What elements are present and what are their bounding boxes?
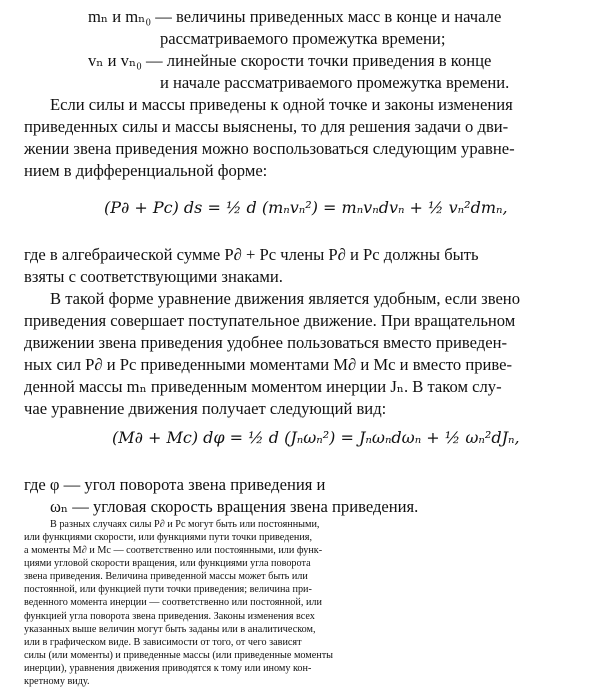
paragraph-4-line-10: или в графическом виде. В зависимости от того, от чего зависят: [24, 636, 302, 648]
paragraph-4-line-12: инерции), уравнения движения приводятся к тому или иному кон-: [24, 662, 312, 674]
definition-m-line1: mₙ и mₙ₀ — величины приведенных масс в конце и начале: [88, 7, 502, 26]
paragraph-2-line-2: взяты с соответствующими знаками.: [24, 267, 283, 286]
paragraph-3-line-1: В такой форме уравнение движения является удобным, если звено: [50, 289, 520, 308]
paragraph-4-line-2: или функциями скорости, или функциями пути точки приведения,: [24, 532, 313, 544]
paragraph-4-line-1: В разных случаях силы P∂ и Pc могут быть или постоянными,: [50, 519, 320, 530]
definition-v-line1: vₙ и vₙ₀ — линейные скорости точки приведения в конце: [88, 51, 492, 70]
paragraph-4-line-11: силы (или моменты) и приведенные массы (или приведенные моменты: [24, 649, 334, 661]
definition-v-line2: и начале рассматриваемого промежутка времени.: [160, 73, 510, 92]
paragraph-4-line-4: циями угловой скорости вращения, или функциями угла поворота: [24, 558, 311, 570]
paragraph-1-line-4: нием в дифференциальной форме:: [24, 161, 268, 180]
paragraph-2-line-1: где в алгебраической сумме P∂ + Pc члены P∂ и Pc должны быть: [24, 245, 479, 264]
paragraph-4-line-7: веденного момента инерции — соответственно или постоянной, или: [24, 597, 322, 609]
paragraph-3-line-5: денной массы mₙ приведенным моментом инерции Jₙ. В таком слу-: [24, 377, 502, 396]
paragraph-4-line-6: постоянной, или функцией пути точки приведения; величина при-: [24, 584, 312, 596]
paragraph-4-line-5: звена приведения. Величина приведенной массы может быть или: [24, 571, 308, 583]
equation-1: (P∂ + Pc) ds = ½ d (mₙvₙ²) = mₙvₙdvₙ + ½ vₙ²dmₙ,: [104, 198, 508, 217]
paragraph-4-line-9: указанных выше величин могут быть заданы или в аналитическом,: [24, 623, 316, 635]
definition-omega: ωₙ — угловая скорость вращения звена приведения.: [50, 497, 419, 516]
paragraph-1-line-3: жении звена приведения можно воспользоваться следующим уравне-: [24, 139, 515, 158]
definition-m-line2: рассматриваемого промежутка времени;: [160, 29, 446, 48]
paragraph-3-line-2: приведения совершает поступательное движение. При вращательном: [24, 311, 516, 330]
definition-phi: где φ — угол поворота звена приведения и: [24, 475, 326, 494]
equation-2: (M∂ + Mc) dφ = ½ d (Jₙωₙ²) = Jₙωₙdωₙ + ½ ωₙ²dJₙ,: [112, 428, 520, 447]
paragraph-3-line-3: движении звена приведения удобнее пользоваться вместо приведен-: [24, 333, 508, 352]
paragraph-3-line-6: чае уравнение движения получает следующий вид:: [24, 399, 387, 418]
paragraph-4-line-13: кретному виду.: [24, 675, 90, 687]
paragraph-1-line-2: приведенных силы и массы выяснены, то для решения задачи о дви-: [24, 117, 509, 136]
paragraph-4-line-8: функцией угла поворота звена приведения. Законы изменения всех: [24, 610, 315, 622]
paragraph-4-line-3: а моменты M∂ и Mc — соответственно или постоянными, или функ-: [24, 545, 323, 557]
paragraph-1-line-1: Если силы и массы приведены к одной точке и законы изменения: [50, 95, 513, 114]
paragraph-3-line-4: ных сил P∂ и Pc приведенными моментами M∂ и Mc и вместо приве-: [24, 355, 513, 374]
